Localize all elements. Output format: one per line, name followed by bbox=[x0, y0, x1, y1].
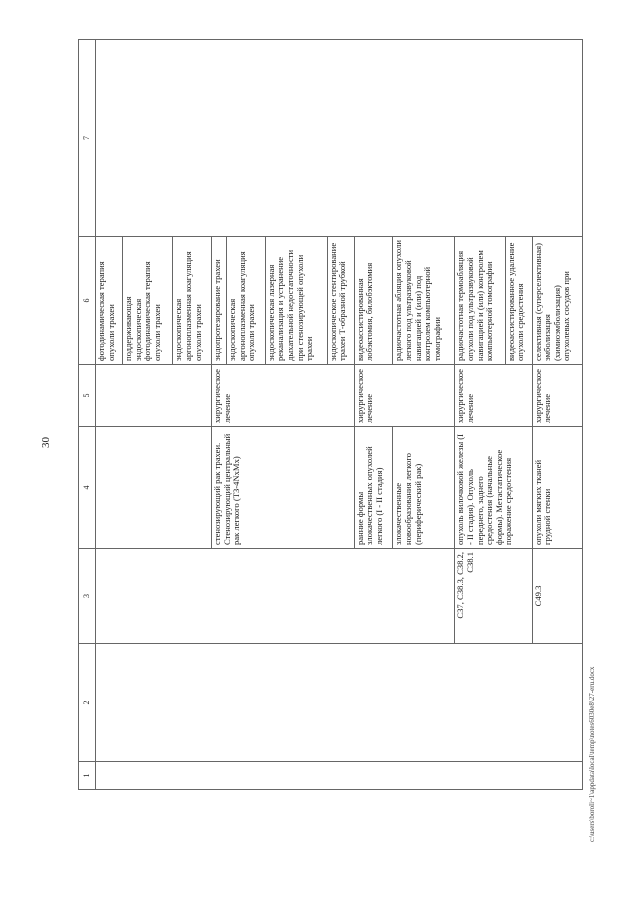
cell-procedure: видеоассистированное удаление опухоли средостения bbox=[505, 237, 532, 365]
cell-diagnosis: опухоли мягких тканей грудной стенки bbox=[532, 427, 582, 549]
cell-treatment: хирургическое лечение bbox=[532, 365, 582, 427]
header-col-1: 1 bbox=[79, 762, 96, 790]
cell-treatment: хирургическое лечение bbox=[455, 365, 532, 427]
header-col-7: 7 bbox=[79, 40, 96, 237]
cell-procedure: поддерживающая эндоскопическая фотодинамическая терапия опухоли трахеи bbox=[122, 237, 172, 365]
cell-col-5 bbox=[96, 365, 212, 427]
header-row bbox=[79, 40, 96, 790]
header-col-2: 2 bbox=[79, 644, 96, 762]
cell-col-3 bbox=[96, 549, 455, 644]
rotated-table-container bbox=[78, 40, 583, 790]
cell-diagnosis: злокачественные новообразования легкого (периферический рак) bbox=[393, 427, 455, 549]
cell-col-1 bbox=[96, 762, 583, 790]
cell-procedure: радиочастотная абляция опухоли легкого под ультразвуковой навигацией и (или) под контролем компьютерной томографии bbox=[393, 237, 455, 365]
cell-col-4 bbox=[96, 427, 212, 549]
cell-icd-code: C49.3 bbox=[532, 549, 582, 644]
cell-procedure: фотодинамическая терапия опухоли трахеи bbox=[96, 237, 123, 365]
cell-treatment: хирургическое лечение bbox=[211, 365, 354, 427]
cell-procedure: эндопротезирование трахеи bbox=[211, 237, 226, 365]
cell-treatment: хирургическое лечение bbox=[354, 365, 455, 427]
cell-diagnosis: ранние формы злокачественных опухолей легкого (I - II стадия) bbox=[354, 427, 393, 549]
cell-diagnosis: опухоль вилочковой железы (I - II стадия). Опухоль переднего, заднего средостения (начальные формы). Метастатическое поражение средостения bbox=[455, 427, 532, 549]
header-col-6: 6 bbox=[79, 237, 96, 365]
cell-col-7 bbox=[96, 40, 583, 237]
cell-procedure: эндоскопическая лазерная реканализация и устранение дыхательной недостаточности при стенозирующей опухоли трахеи bbox=[265, 237, 327, 365]
cell-procedure: эндоскопическая аргоноплазменная коагуляция опухоли трахеи bbox=[227, 237, 266, 365]
cell-icd-code: C37, C38.3, C38.2, C38.1 bbox=[455, 549, 532, 644]
cell-procedure: видеоассистированная лобэктомия, билобэктомия bbox=[354, 237, 393, 365]
cell-procedure: эндоскопическая аргоноплазменная коагуляция опухоли трахеи bbox=[173, 237, 212, 365]
cell-col-2 bbox=[96, 644, 583, 762]
table-row bbox=[96, 40, 123, 790]
cell-procedure: радиочастотная термоабляция опухоли под ультразвуковой навигацией и (или) контролем компьютерной томографии bbox=[455, 237, 505, 365]
medical-procedures-table bbox=[78, 39, 583, 790]
header-col-4: 4 bbox=[79, 427, 96, 549]
cell-diagnosis: стенозирующий рак трахеи. Стенозирующий центральный рак легкого (T3-4NхMх) bbox=[211, 427, 354, 549]
header-col-5: 5 bbox=[79, 365, 96, 427]
cell-procedure: эндоскопическое стентирование трахеи Т-образной трубкой bbox=[327, 237, 354, 365]
footer-file-path: c:\users\boroli~1\appdata\local\temp\notes6030e8\27-eru.docx bbox=[588, 666, 596, 842]
header-col-3: 3 bbox=[79, 549, 96, 644]
page-number: 30 bbox=[40, 437, 52, 448]
cell-procedure: селективная (суперселективная) эмболизация (химиоэмболизация) опухолевых сосудов при bbox=[532, 237, 582, 365]
